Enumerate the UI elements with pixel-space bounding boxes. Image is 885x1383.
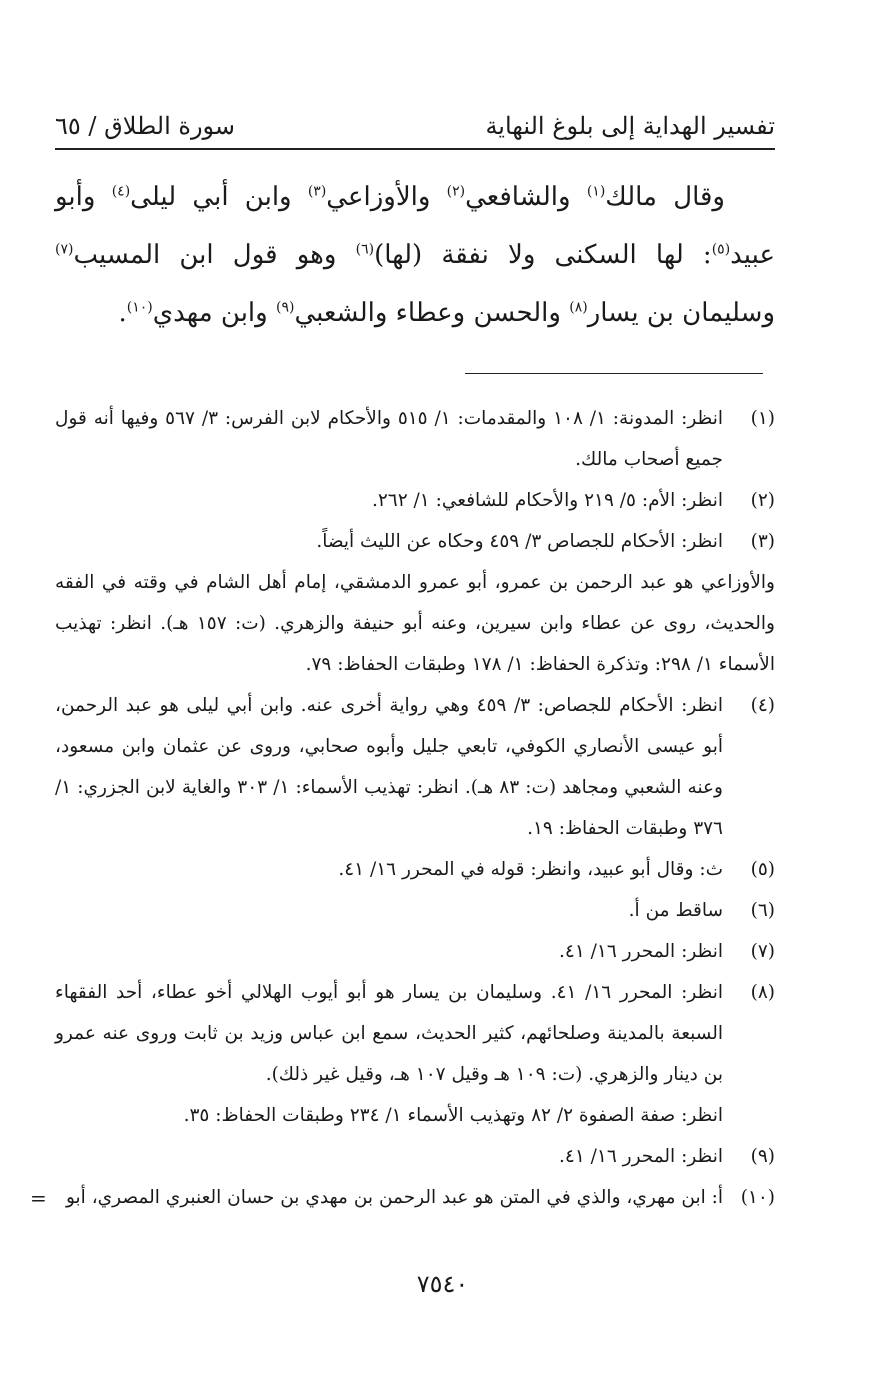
footnote-marker[interactable]: (٥)	[711, 241, 731, 258]
footnote-number: (٦)	[750, 900, 775, 921]
main-text-segment: وأبو عبيد	[55, 182, 776, 270]
footnote-continuation: انظر: صفة الصفوة ٢/ ٨٢ وتهذيب الأسماء ١/ ٢٣٤ وطبقات الحفاظ: ٣٥.	[183, 1105, 723, 1126]
main-text-segment: والشافعي	[465, 182, 587, 212]
footnote-marker[interactable]: (٧)	[55, 241, 74, 258]
footnote-marker[interactable]: (١٠)	[126, 299, 153, 316]
footnote-text: أ: ابن مهري، والذي في المتن هو عبد الرحمن بن مهدي بن حسان العنبري المصري، أبو	[65, 1187, 723, 1208]
footnote-marker[interactable]: (١)	[586, 183, 606, 200]
main-text-segment: والحسن وعطاء والشعبي	[294, 298, 570, 328]
footnote	[55, 890, 775, 931]
footnote-continuation: والأوزاعي هو عبد الرحمن بن عمرو، أبو عمرو الدمشقي، إمام أهل الشام في وقته في الفقه والحديث، روى عن عطاء وابن سيرين، وعنه أبو حنيفة والزهري. (ت: ١٥٧ هـ). انظر: تهذيب الأسماء ١/ ٢٩٨: وتذكرة الحفاظ: ١/ ١٧٨ وطبقات الحفاظ: ٧٩.	[55, 572, 775, 675]
main-paragraph	[55, 168, 775, 342]
footnote	[55, 398, 775, 480]
footnote	[55, 480, 775, 521]
footnote-text: ث: وقال أبو عبيد، وانظر: قوله في المحرر ١٦/ ٤١.	[338, 859, 723, 880]
footnote-number: (٣)	[750, 531, 775, 552]
footnote-text: انظر: الأم: ٥/ ٢١٩ والأحكام للشافعي: ١/ ٢٦٢.	[371, 490, 723, 511]
footnote-text: انظر: الأحكام للجصاص ٣/ ٤٥٩ وحكاه عن الليث أيضاً.	[316, 531, 723, 552]
footnote-text: انظر: المحرر ١٦/ ٤١.	[559, 1146, 723, 1167]
main-text-segment: والأوزاعي	[326, 182, 447, 212]
footnote-marker[interactable]: (٢)	[446, 183, 466, 200]
main-text	[55, 168, 775, 342]
footnote-text: انظر: المحرر ١٦/ ٤١. وسليمان بن يسار هو أبو أيوب الهلالي أخو عطاء، أحد الفقهاء السبعة بالمدينة وصلحائهم، كثير الحديث، سمع ابن عباس وزيد بن ثابت وروى عنه عمرو بن دينار والزهري. (ت: ١٠٩ هـ وقيل ١٠٧ هـ، وقيل غير ذلك).	[55, 982, 723, 1085]
book-title: تفسير الهداية إلى بلوغ النهاية	[485, 112, 775, 140]
page-number: ٧٥٤٠	[416, 1270, 469, 1298]
footnote-marker[interactable]: (٤)	[111, 183, 131, 200]
continuation-mark: =	[30, 1186, 47, 1210]
main-text-segment: وقال مالك	[605, 182, 725, 212]
footnote-text: انظر: الأحكام للجصاص: ٣/ ٤٥٩ وهي رواية أخرى عنه. وابن أبي ليلى هو عبد الرحمن، أبو عيسى الأنصاري الكوفي، تابعي جليل وأبوه صحابي، وروى عن عثمان وابن مسعود، وعنه الشعبي ومجاهد (ت: ٨٣ هـ). انظر: تهذيب الأسماء: ١/ ٣٠٣ والغاية لابن الجزري: ١/ ٣٧٦ وطبقات الحفاظ: ١٩.	[55, 695, 723, 839]
main-text-segment: وابن مهدي	[152, 298, 276, 328]
footnote-marker[interactable]: (٨)	[569, 299, 588, 316]
footnote	[55, 972, 775, 1095]
footnote-continuation-row	[55, 1095, 775, 1136]
footnote-number: (٨)	[750, 982, 775, 1003]
main-text-segment: : لها السكنى ولا نفقة (لها)	[374, 240, 712, 270]
footnote	[55, 931, 775, 972]
footnote-text: انظر: المحرر ١٦/ ٤١.	[559, 941, 723, 962]
footnote-number: (٤)	[750, 695, 775, 716]
footnote-marker[interactable]: (٦)	[355, 241, 375, 258]
footnote-number: (١٠)	[740, 1187, 775, 1208]
footnote-number: (٧)	[750, 941, 775, 962]
footnote-marker[interactable]: (٣)	[307, 183, 327, 200]
footnote	[55, 685, 775, 849]
footnotes	[55, 398, 775, 1218]
running-header	[55, 108, 775, 150]
footnote	[55, 521, 775, 562]
footnote-text: ساقط من أ.	[628, 900, 723, 921]
footnote-number: (٩)	[750, 1146, 775, 1167]
footnote-number: (٥)	[750, 859, 775, 880]
footnote	[55, 1136, 775, 1177]
main-text-segment: وابن أبي ليلى	[130, 182, 308, 212]
main-text-segment: .	[118, 298, 127, 328]
footnote-number: (١)	[750, 408, 775, 429]
footnote	[55, 849, 775, 890]
footnote-marker[interactable]: (٩)	[275, 299, 295, 316]
footnote-text: انظر: المدونة: ١/ ١٠٨ والمقدمات: ١/ ٥١٥ والأحكام لابن الفرس: ٣/ ٥٦٧ وفيها أنه قول جميع أصحاب مالك.	[55, 408, 723, 470]
main-text-segment: وهو قول ابن المسيب	[73, 240, 356, 270]
footnote-separator	[465, 373, 763, 374]
main-text-segment: وسليمان بن يسار	[587, 298, 775, 328]
footnote	[55, 1177, 775, 1218]
footnote-number: (٢)	[750, 490, 775, 511]
surah-page-ref: سورة الطلاق / ٦٥	[55, 112, 236, 140]
